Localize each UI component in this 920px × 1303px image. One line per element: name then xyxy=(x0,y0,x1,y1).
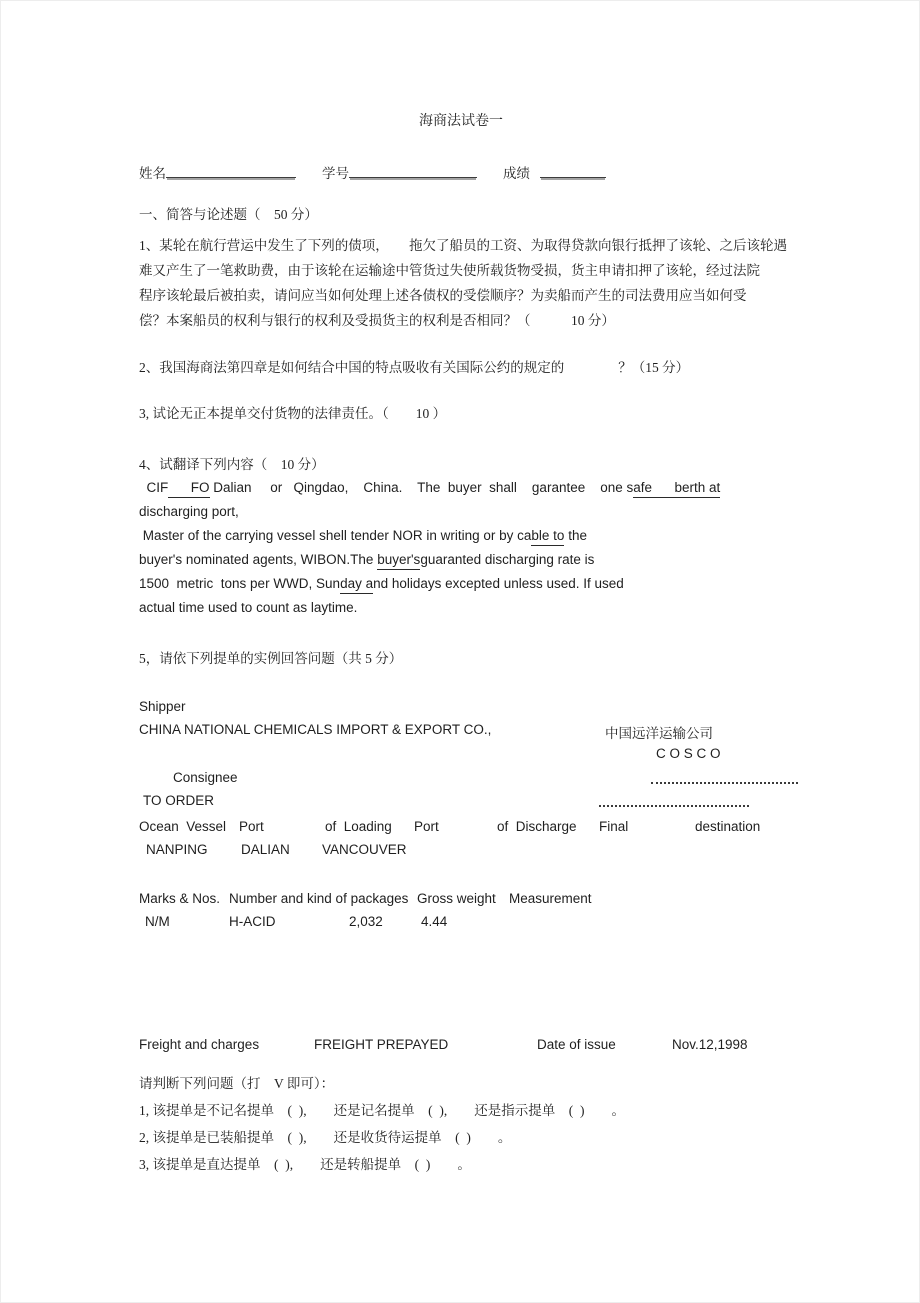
shipper-name: CHINA NATIONAL CHEMICALS IMPORT & EXPORT CO., xyxy=(139,722,492,737)
consignee-value: TO ORDER xyxy=(143,793,215,808)
route-header-cell: Ocean Vessel xyxy=(139,819,227,834)
route-value-cell: VANCOUVER xyxy=(322,842,407,857)
translation-underlined-segment: day a xyxy=(340,576,373,594)
spacer xyxy=(477,177,503,178)
translation-line xyxy=(139,551,594,569)
cargo-header-cell: Number and kind of packages xyxy=(229,891,409,906)
translation-line: actual time used to count as laytime. xyxy=(139,600,358,615)
student-id-blank xyxy=(349,164,477,178)
judge-intro: 请判断下列问题（打 V 即可）： xyxy=(139,1076,335,1091)
translation-line xyxy=(139,479,720,497)
spacer xyxy=(530,177,540,178)
route-value-cell: DALIAN xyxy=(241,842,290,857)
name-label: 姓名 xyxy=(139,166,166,181)
header-fill-line xyxy=(139,164,606,183)
carrier-name-en: C O S C O xyxy=(656,746,721,761)
q4-text: 4、试翻译下列内容（ 10 分） xyxy=(139,457,325,472)
consignee-value-row xyxy=(1,793,920,813)
shipper-row xyxy=(1,722,920,742)
route-header-cell: of Discharge xyxy=(497,819,577,834)
q2-text: 2、我国海商法第四章是如何结合中国的特点吸收有关国际公约的规定的 ？（15 分） xyxy=(139,360,690,375)
score-label: 成绩 xyxy=(503,166,530,181)
translation-segment: buyer's nominated agents, WIBON.The xyxy=(139,552,378,567)
translation-segment: nd holidays excepted unless used. If used xyxy=(373,576,624,591)
translation-segment: Master of the carrying vessel shell tender NOR in writing or by ca xyxy=(139,528,532,543)
carrier-row xyxy=(1,746,920,766)
translation-line: discharging port, xyxy=(139,504,239,519)
name-blank xyxy=(166,164,296,178)
q3-text: 3, 试论无正本提单交付货物的法律责任。（ 10 ） xyxy=(139,406,447,421)
judge-item: 1, 该提单是不记名提单 ( ), 还是记名提单 ( ), 还是指示提单 ( ) 。 xyxy=(139,1103,625,1118)
route-values-row xyxy=(1,842,920,862)
cargo-header-cell: Measurement xyxy=(509,891,592,906)
translation-underlined-segment: buyer's xyxy=(377,552,420,570)
freight-row xyxy=(1,1037,920,1057)
route-header-cell: destination xyxy=(695,819,761,834)
score-blank xyxy=(540,164,606,178)
carrier-name-cn: 中国远洋运输公司 xyxy=(605,726,713,741)
translation-segment: CIF xyxy=(139,480,169,495)
order-dotted-line xyxy=(599,805,749,807)
cargo-header-row xyxy=(1,891,920,911)
translation-line xyxy=(139,527,587,545)
translation-segment: guaranted discharging rate is xyxy=(420,552,595,567)
q1-line: 1、某轮在航行营运中发生了下列的债项， 拖欠了船员的工资、为取得贷款向银行抵押了该轮、之后该轮遇 xyxy=(139,238,787,253)
q5-text: 5，请依下列提单的实例回答问题（共 5 分） xyxy=(139,651,403,666)
consignee-row xyxy=(1,770,920,790)
translation-segment: 1500 metric tons per WWD, Sun xyxy=(139,576,341,591)
route-header-row xyxy=(1,819,920,839)
q1-line: 程序该轮最后被拍卖，请问应当如何处理上述各债权的受偿顺序？为卖船而产生的司法费用应当如何受 xyxy=(139,288,747,303)
translation-underlined-segment: ble to xyxy=(531,528,564,546)
translation-underlined-segment: afe berth at xyxy=(633,480,720,498)
cargo-value-cell: 4.44 xyxy=(421,914,448,929)
translation-segment: Dalian or Qingdao, China. The buyer shall garantee one s xyxy=(209,480,634,495)
cargo-value-cell: H-ACID xyxy=(229,914,276,929)
route-value-cell: NANPING xyxy=(146,842,208,857)
consignee-label: Consignee xyxy=(173,770,238,785)
route-header-cell: Port xyxy=(239,819,264,834)
route-header-cell: Final xyxy=(599,819,629,834)
translation-segment: the xyxy=(564,528,587,543)
page-title: 海商法试卷一 xyxy=(419,114,503,129)
shipper-label: Shipper xyxy=(139,699,186,714)
q1-line: 偿？本案船员的权利与银行的权利及受损货主的权利是否相同？（ 10 分） xyxy=(139,313,615,328)
translation-underlined-segment: FO xyxy=(168,480,209,498)
student-id-label: 学号 xyxy=(322,166,349,181)
cargo-value-cell: 2,032 xyxy=(349,914,383,929)
freight-label: Freight and charges xyxy=(139,1037,260,1052)
cargo-header-cell: Gross weight xyxy=(417,891,496,906)
freight-value: FREIGHT PREPAYED xyxy=(314,1037,449,1052)
route-header-cell: Port xyxy=(414,819,439,834)
issue-date-label: Date of issue xyxy=(537,1037,616,1052)
judge-item: 2, 该提单是已装船提单 ( ), 还是收货待运提单 ( ) 。 xyxy=(139,1130,512,1145)
cargo-value-cell: N/M xyxy=(145,914,170,929)
judge-item: 3, 该提单是直达提单 ( ), 还是转船提单 ( ) 。 xyxy=(139,1157,471,1172)
section-heading: 一、简答与论述题（ 50 分） xyxy=(139,207,318,222)
consignee-dotted-line xyxy=(651,782,798,784)
cargo-header-cell: Marks & Nos. xyxy=(139,891,221,906)
issue-date-value: Nov.12,1998 xyxy=(672,1037,748,1052)
q1-line: 难又产生了一笔救助费，由于该轮在运输途中管货过失使所载货物受损，货主申请扣押了该轮，经过法院 xyxy=(139,263,760,278)
spacer xyxy=(296,177,322,178)
translation-line xyxy=(139,575,624,593)
route-header-cell: of Loading xyxy=(325,819,392,834)
cargo-values-row xyxy=(1,914,920,934)
